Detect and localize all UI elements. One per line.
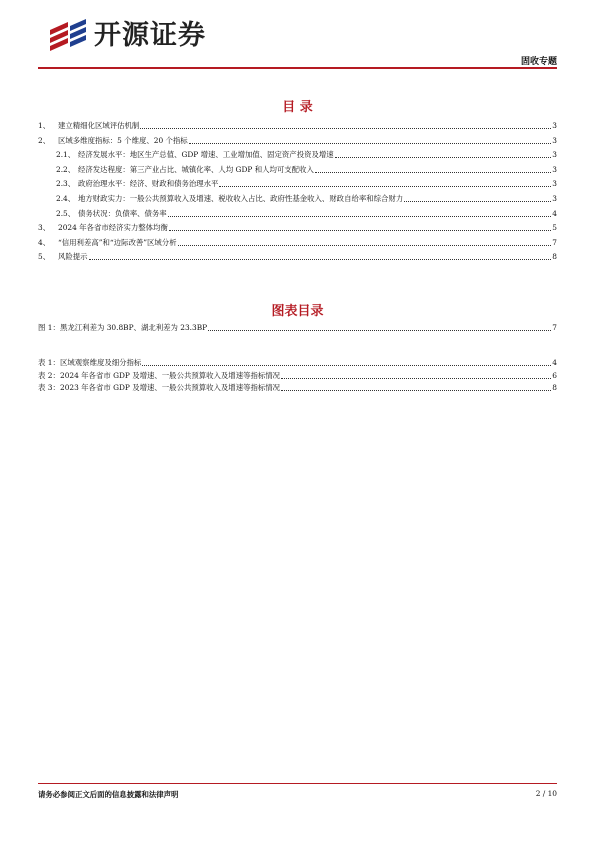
dot-leader [219, 185, 551, 187]
toc-entry-label: 经济发达程度：第三产业占比、城镇化率、人均 GDP 和人均可支配收入 [78, 164, 314, 174]
toc-entry-label: 2023 年各省市 GDP 及增速、一般公共预算收入及增速等指标情况 [60, 383, 281, 392]
dot-leader [208, 329, 551, 331]
toc-entry-page: 4 [552, 208, 557, 218]
toc-entry[interactable] [38, 370, 557, 382]
dot-leader [315, 171, 551, 173]
toc-entry-number: 1、 [38, 121, 51, 130]
toc-entry-page: 3 [552, 194, 557, 203]
toc-entry-number: 图 1： [38, 323, 60, 332]
toc-entry-label: 地方财政实力：一般公共预算收入及增速、税收收入占比、政府性基金收入、财政自给率和综合财力 [78, 194, 404, 203]
dot-leader [335, 156, 552, 158]
logo-mark-icon [46, 16, 90, 56]
toc-entry[interactable] [38, 120, 557, 132]
toc-entry-number: 2.3、 [56, 179, 76, 189]
toc-entry[interactable] [56, 149, 557, 161]
toc-entry[interactable] [38, 222, 557, 234]
dot-leader [168, 215, 552, 217]
toc-entry-page: 7 [552, 323, 557, 332]
toc-entry-page: 8 [552, 383, 557, 392]
dot-leader [169, 229, 551, 231]
toc-entry-page: 8 [552, 252, 557, 262]
header-divider [38, 67, 557, 69]
toc-entry-number: 3、 [38, 223, 51, 233]
toc-entry-number: 2.2、 [56, 164, 76, 174]
figure-list-title: 图表目录 [271, 304, 324, 319]
toc-entry[interactable] [56, 178, 557, 190]
toc-entry[interactable] [38, 251, 557, 263]
toc-entry-number: 表 3： [38, 383, 60, 392]
dot-leader [189, 142, 552, 144]
toc-entry-label: 区域观察维度及细分指标 [60, 358, 142, 367]
toc-entry-label: 黑龙江利差为 30.8BP、湖北利差为 23.3BP [60, 323, 208, 332]
toc-entry[interactable] [56, 208, 557, 220]
brand-name: 开源证券 [94, 20, 206, 51]
dot-leader [178, 244, 552, 246]
toc-entry-page: 3 [552, 121, 557, 130]
toc-entry-label: 风险提示 [58, 252, 88, 262]
toc-entry[interactable] [38, 382, 557, 394]
dot-leader [281, 377, 551, 379]
toc-entry-label: 建立精细化区域评估机制 [58, 121, 140, 130]
toc-entry[interactable] [38, 322, 557, 334]
toc-entry-label: 政府治理水平：经济、财政和债务治理水平 [78, 179, 219, 189]
toc-entry-page: 6 [552, 370, 557, 380]
toc-entry-label: “信用利差高”和“边际改善”区域分析 [58, 237, 177, 247]
toc-entry[interactable] [38, 357, 557, 369]
toc-entry-number: 5、 [38, 252, 51, 262]
toc-entry-label: 债务状况：负债率、债务率 [78, 208, 167, 218]
dot-leader [140, 127, 551, 129]
toc-entry-number: 表 1： [38, 358, 60, 367]
toc-entry-number: 4、 [38, 237, 51, 247]
dot-leader [142, 364, 551, 366]
company-logo [46, 16, 206, 56]
footer-disclaimer: 请务必参阅正文后面的信息披露和法律声明 [38, 790, 179, 799]
toc-entry-page: 3 [552, 179, 557, 189]
toc-entry-label: 2024 年各省市经济实力整体均衡 [58, 223, 168, 233]
toc-title: 目 录 [282, 100, 313, 115]
toc-entry[interactable] [56, 193, 557, 205]
toc-entry-label: 经济发展水平：地区生产总值、GDP 增速、工业增加值、固定资产投资及增速 [78, 150, 334, 160]
toc-entry-number: 2.1、 [56, 150, 76, 160]
toc-entry-page: 4 [552, 358, 557, 367]
toc-entry-number: 2.4、 [56, 194, 76, 203]
dot-leader [89, 258, 552, 260]
toc-entry-page: 5 [552, 223, 557, 233]
toc-entry[interactable] [38, 135, 557, 147]
toc-entry-number: 表 2： [38, 370, 60, 380]
report-category-tag: 固收专题 [520, 57, 557, 67]
toc-entry-page: 7 [552, 237, 557, 247]
toc-entry-page: 3 [552, 135, 557, 145]
toc-entry-number: 2.5、 [56, 208, 76, 218]
toc-entry[interactable] [38, 237, 557, 249]
page-number: 2 / 10 [535, 789, 557, 798]
toc-entry-page: 3 [552, 164, 557, 174]
toc-entry-page: 3 [552, 150, 557, 160]
footer-divider [38, 783, 557, 784]
dot-leader [404, 200, 551, 202]
toc-entry-number: 2、 [38, 135, 51, 145]
toc-entry-label: 区域多维度指标：5 个维度、20 个指标 [58, 135, 188, 145]
toc-entry[interactable] [56, 164, 557, 176]
toc-entry-label: 2024 年各省市 GDP 及增速、一般公共预算收入及增速等指标情况 [60, 370, 281, 380]
dot-leader [281, 389, 551, 391]
